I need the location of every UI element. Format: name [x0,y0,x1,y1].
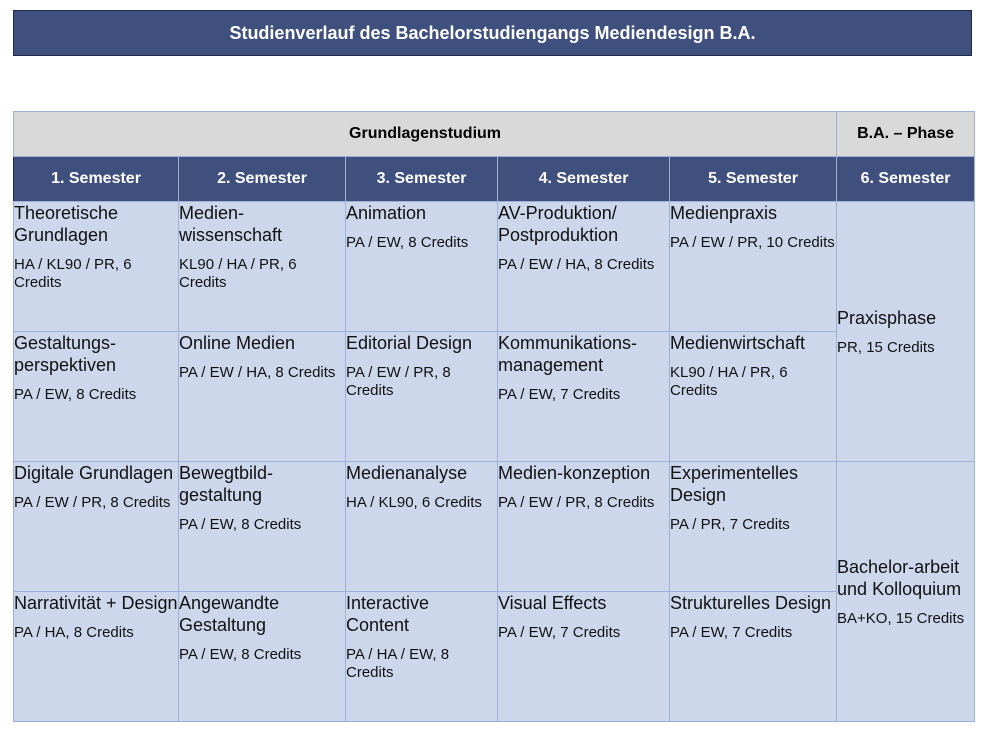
semester-header: 1. Semester [14,157,179,202]
module-info: HA / KL90, 6 Credits [346,494,482,511]
module-info: PA / EW / PR, 8 Credits [14,494,171,511]
module-cell [179,202,346,332]
module-info: PA / HA / EW, 8 Credits [346,646,450,681]
module-title: Theoretische Grundlagen [14,203,119,245]
module-title: Strukturelles Design [670,593,832,613]
module-title: Animation [346,203,427,223]
module-title: Bachelor-arbeit und Kolloquium [837,556,962,599]
page-title: Studienverlauf des Bachelorstudiengangs Mediendesign B.A. [13,10,972,56]
module-title: Medienanalyse [346,463,468,483]
module-title: Bewegtbild-gestaltung [179,463,274,505]
module-info: PA / EW / PR, 8 Credits [346,364,451,399]
module-title: AV-Produktion/ Postproduktion [498,203,619,245]
module-title: Gestaltungs-perspektiven [14,333,117,375]
module-title: Editorial Design [346,333,473,353]
semester-header: 3. Semester [346,157,498,202]
module-cell [179,462,346,592]
module-info: KL90 / HA / PR, 6 Credits [179,256,297,291]
module-info: PR, 15 Credits [837,338,935,356]
module-cell [498,592,670,722]
module-cell [670,592,837,722]
module-cell [179,332,346,462]
module-info: PA / EW / PR, 10 Credits [670,234,835,251]
module-info: PA / PR, 7 Credits [670,516,790,533]
module-info: KL90 / HA / PR, 6 Credits [670,364,788,399]
module-cell [179,592,346,722]
module-title: Praxisphase [837,307,937,328]
module-cell [498,462,670,592]
module-title: Experimentelles Design [670,463,799,505]
semester-header: 6. Semester [837,157,975,202]
module-cell [14,332,179,462]
module-info: PA / EW, 7 Credits [498,624,621,641]
curriculum-table [13,111,975,722]
module-title: Angewandte Gestaltung [179,593,280,635]
module-title: Visual Effects [498,593,607,613]
praxisphase-cell [837,202,975,462]
module-info: HA / KL90 / PR, 6 Credits [14,256,132,291]
module-cell [670,332,837,462]
module-info: PA / EW, 8 Credits [14,386,137,403]
module-info: PA / HA, 8 Credits [14,624,134,641]
module-title: Digitale Grundlagen [14,463,174,483]
bachelorarbeit-cell [837,462,975,722]
module-info: PA / EW / PR, 8 Credits [498,494,655,511]
module-title: Medien-wissenschaft [179,203,283,245]
module-cell [14,592,179,722]
module-info: PA / EW / HA, 8 Credits [179,364,336,381]
phase-header-ba: B.A. – Phase [837,112,975,157]
module-title: Interactive Content [346,593,430,635]
module-info: PA / EW, 7 Credits [498,386,621,403]
module-title: Online Medien [179,333,296,353]
phase-header-grundlagen: Grundlagenstudium [14,112,837,157]
module-cell [346,202,498,332]
semester-header: 2. Semester [179,157,346,202]
module-cell [346,592,498,722]
module-title: Kommunikations-management [498,333,638,375]
module-cell [670,202,837,332]
module-cell [498,202,670,332]
module-title: Narrativität + Design [14,593,178,613]
semester-header: 5. Semester [670,157,837,202]
module-title: Medienwirtschaft [670,333,806,353]
module-cell [670,462,837,592]
module-cell [346,332,498,462]
module-cell [14,202,179,332]
module-info: PA / EW, 8 Credits [346,234,469,251]
module-info: PA / EW, 7 Credits [670,624,793,641]
module-cell [14,462,179,592]
semester-header: 4. Semester [498,157,670,202]
module-cell [346,462,498,592]
module-title: Medienpraxis [670,203,778,223]
module-info: PA / EW, 8 Credits [179,516,302,533]
module-info: BA+KO, 15 Credits [837,609,965,627]
module-info: PA / EW, 8 Credits [179,646,302,663]
module-title: Medien-konzeption [498,463,651,483]
module-info: PA / EW / HA, 8 Credits [498,256,655,273]
module-cell [498,332,670,462]
